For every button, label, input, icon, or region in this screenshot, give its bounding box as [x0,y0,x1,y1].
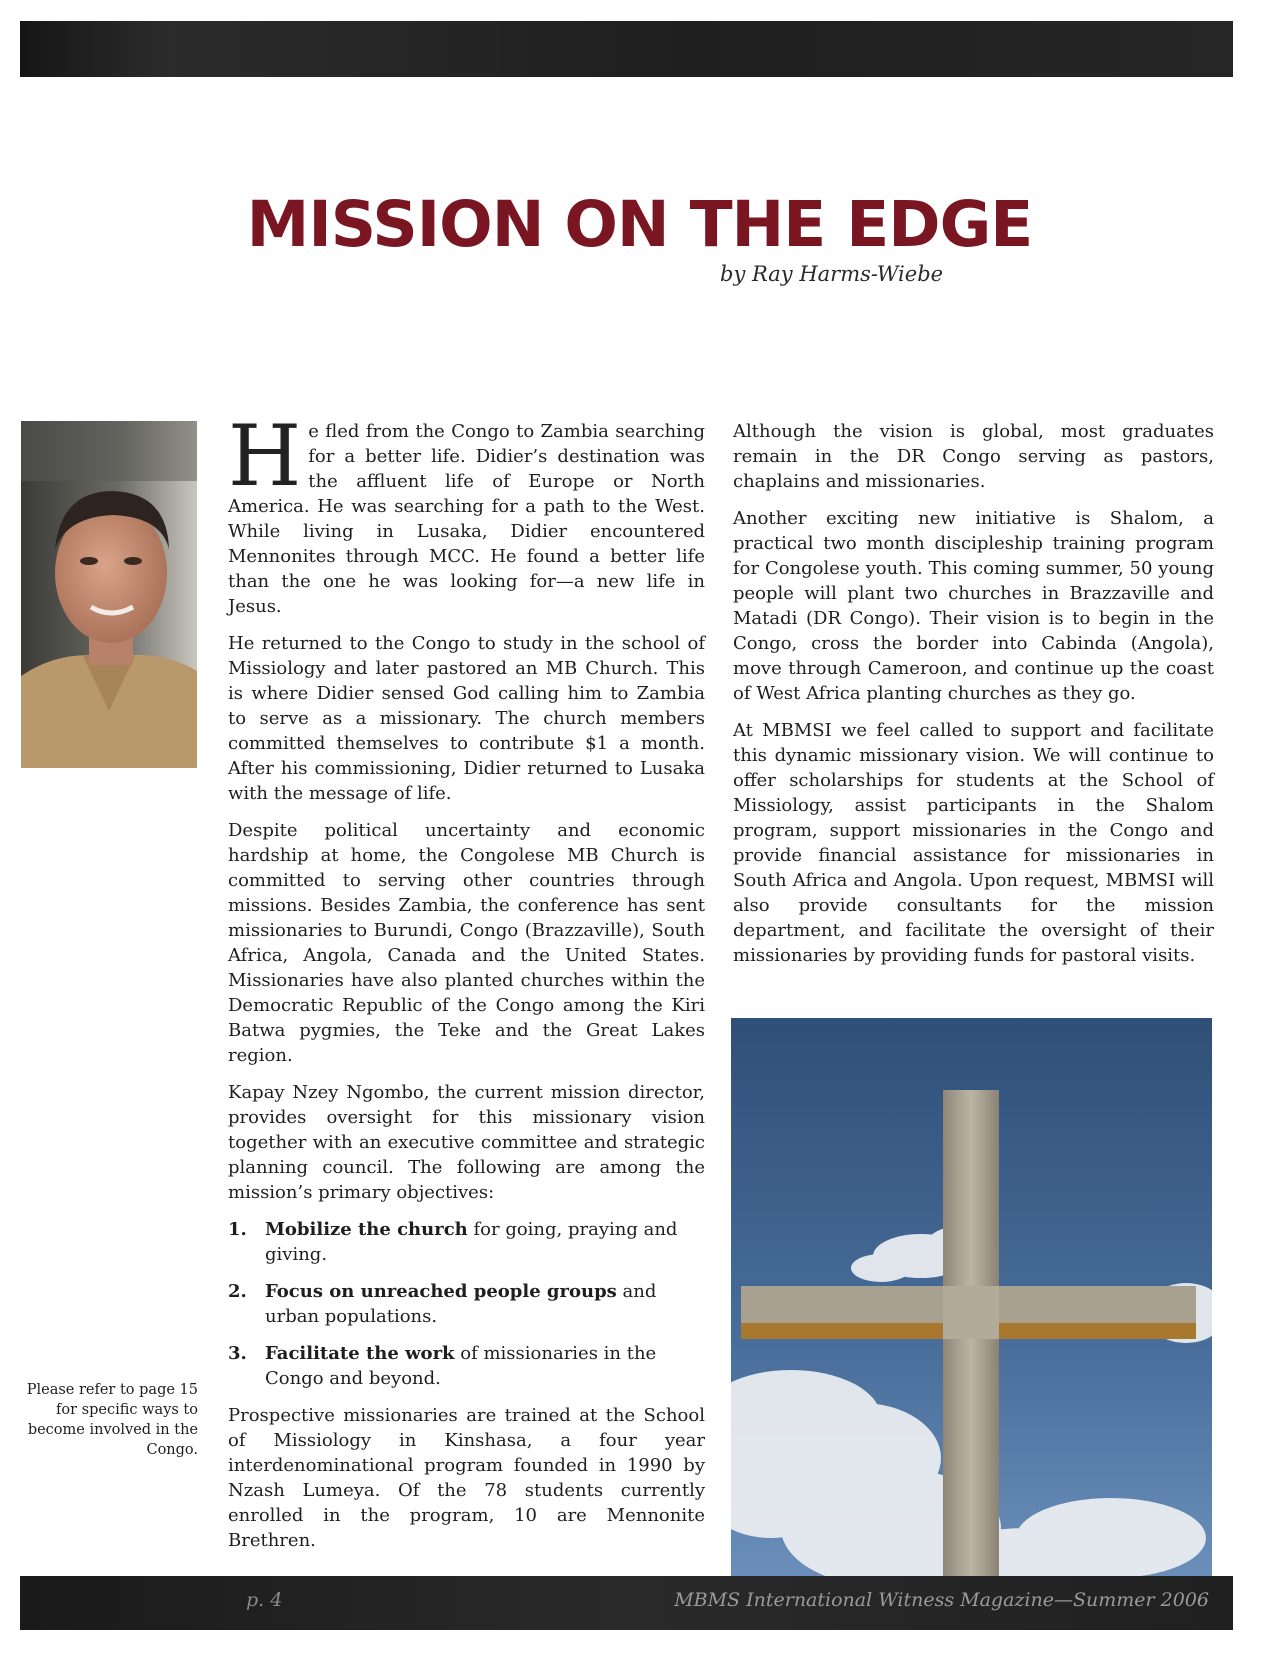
article-title: MISSION ON THE EDGE [246,188,1033,261]
cross-photo [731,1018,1212,1578]
cross-illustration [731,1018,1212,1578]
list-item [228,1279,705,1329]
list-item [228,1341,705,1391]
paragraph-text: e fled from the Congo to Zambia searching for a better life. Didier’s destination was the affluent life of Europe or North America. He was searching for a path to the West. While living in Lusaka, Didier encountered Mennonites through MCC. He found a better life than the one he was looking for—a new life in Jesus. [228,421,705,617]
paragraph: At MBMSI we feel called to support and facilitate this dynamic missionary vision. We will continue to offer scholarships for students at the School of Missiology, assist participants in the Shalom program, support missionaries in the Congo and provide financial assistance for missionaries in South Africa and Angola. Upon request, MBMSI will also provide consultants for the mission department, and facilitate the oversight of their missionaries by providing funds for pastoral visits. [733,720,1214,966]
header-bar [20,21,1233,77]
article-column-left [228,407,705,1565]
article-column-right [733,419,1214,980]
magazine-title: MBMS International Witness Magazine—Summer 2006 [674,1589,1209,1611]
objectives-list [228,1217,705,1391]
page-number: p. 4 [246,1589,283,1611]
portrait-illustration [21,421,197,768]
sidenote: Please refer to page 15 for specific ways to become involved in the Congo. [26,1382,198,1458]
paragraph: Another exciting new initiative is Shalom, a practical two month discipleship training program for Congolese youth. This coming summer, 50 young people will plant two churches in Brazzaville and Matadi (DR Congo). Their vision is to begin in the Congo, cross the border into Cabinda (Angola), move through Cameroon, and continue up the coast of West Africa planting churches as they go. [733,508,1214,704]
objective-bold: Mobilize the church [265,1219,468,1240]
footer-bar [20,1576,1233,1630]
objective-text: and urban populations. [265,1281,657,1327]
list-number: 2. [228,1281,247,1302]
article-byline: by Ray Harms-Wiebe [720,262,944,286]
list-item [228,1217,705,1267]
paragraph: Kapay Nzey Ngombo, the current mission director, provides oversight for this missionary vision together with an executive committee and strategic planning council. The following are among the mission’s primary objectives: [228,1082,705,1203]
paragraph [228,407,705,619]
paragraph: Despite political uncertainty and economic hardship at home, the Congolese MB Church is committed to serving other countries through missions. Besides Zambia, the conference has sent missionaries to Burundi, Congo (Brazzaville), South Africa, Angola, Canada and the United States. Missionaries have also planted churches within the Democratic Republic of the Congo among the Kiri Batwa pygmies, the Teke and the Great Lakes region. [228,820,705,1066]
objective-text: for going, praying and giving. [265,1219,678,1265]
objective-text: of missionaries in the Congo and beyond. [265,1343,657,1389]
author-portrait-photo [21,421,197,768]
objective-bold: Focus on unreached people groups [265,1281,617,1302]
list-number: 3. [228,1343,247,1364]
drop-cap: H [228,407,302,505]
paragraph: Although the vision is global, most graduates remain in the DR Congo serving as pastors, chaplains and missionaries. [733,421,1214,492]
paragraph: He returned to the Congo to study in the school of Missiology and later pastored an MB Church. This is where Didier sensed God calling him to Zambia to serve as a missionary. The church members committed themselves to contribute $1 a month. After his commissioning, Didier returned to Lusaka with the message of life. [228,633,705,804]
objective-bold: Facilitate the work [265,1343,455,1364]
paragraph: Prospective missionaries are trained at the School of Missiology in Kinshasa, a four year interdenominational program founded in 1990 by Nzash Lumeya. Of the 78 students currently enrolled in the program, 10 are Mennonite Brethren. [228,1405,705,1551]
list-number: 1. [228,1219,247,1240]
